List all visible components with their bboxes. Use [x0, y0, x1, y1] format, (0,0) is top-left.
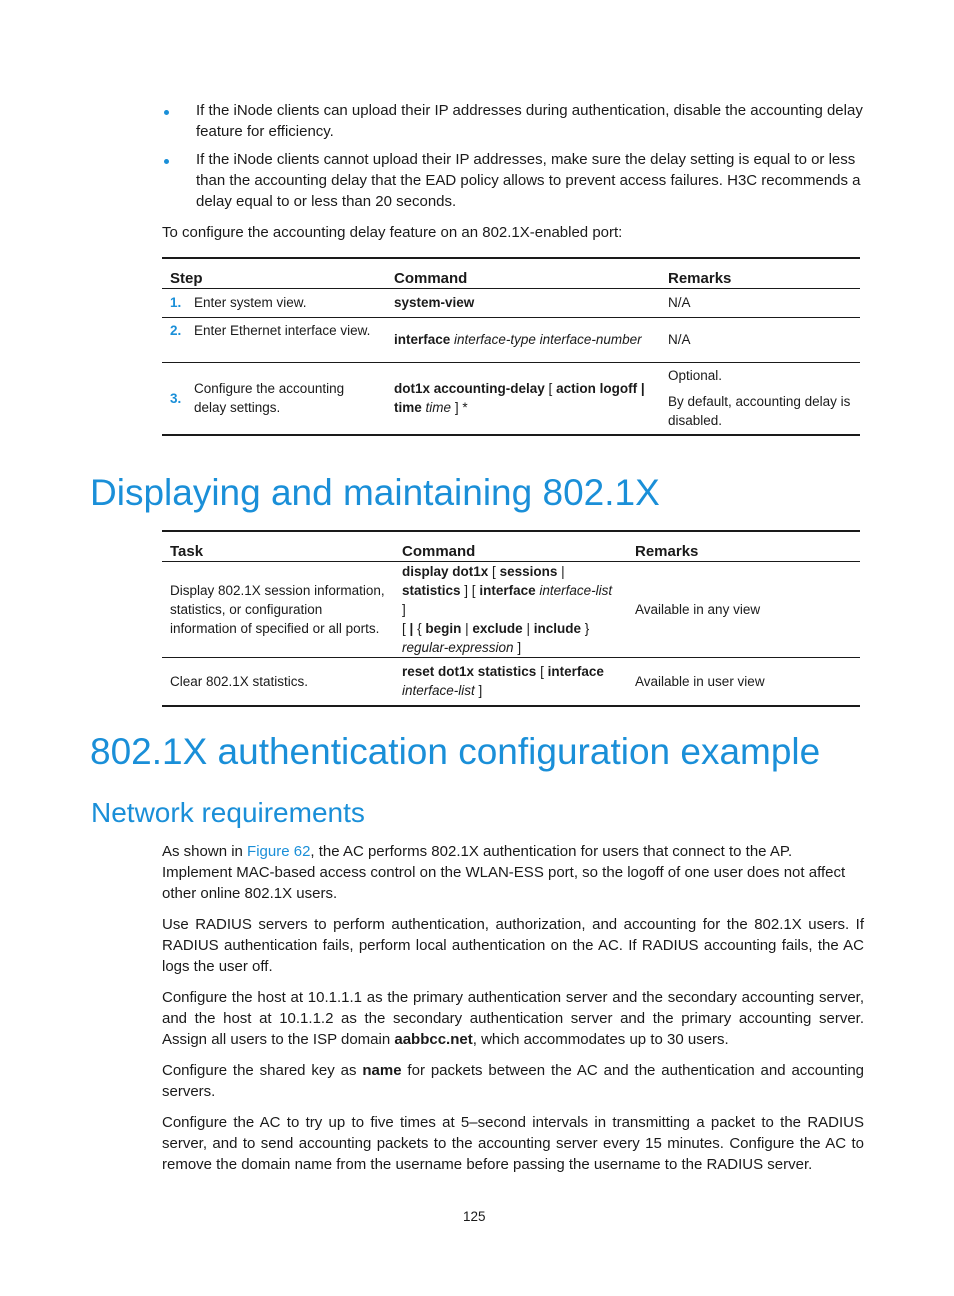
paragraph-text: for packets between the AC and the authentication and accounting servers.: [162, 1062, 865, 1100]
step-remarks: N/A: [668, 295, 691, 310]
command-argument: interface-list: [539, 582, 613, 598]
paragraph-text: As shown in: [162, 843, 248, 860]
command-bracket: [: [492, 563, 496, 579]
column-header: Command: [394, 269, 468, 287]
command-keyword: display dot1x: [402, 563, 489, 579]
section-heading: 802.1X authentication configuration example: [90, 731, 821, 772]
table-row: [162, 657, 860, 706]
command-bracket: ] [: [464, 582, 476, 598]
step-remarks: [660, 362, 860, 435]
command-keyword: begin: [425, 620, 462, 636]
table-row: [162, 561, 860, 657]
command-keyword: exclude: [472, 620, 523, 636]
command-bracket: ]: [478, 683, 483, 699]
command-keyword: statistics: [402, 582, 461, 598]
command-separator: |: [465, 620, 469, 636]
paragraph: [162, 987, 864, 1050]
table-row: [162, 362, 860, 435]
command-keyword: action logoff: [556, 381, 638, 397]
bullet-text: If the iNode clients can upload their IP addresses during authentication, disable the accounting delay feature for efficiency.: [196, 102, 863, 140]
command-argument: regular-expression: [402, 639, 514, 655]
subsection-heading: Network requirements: [91, 797, 365, 828]
step-number: 2.: [170, 322, 182, 338]
command-separator: |: [640, 381, 645, 397]
task-command: [394, 657, 627, 706]
section-heading: Displaying and maintaining 802.1X: [90, 472, 660, 513]
task-command: [394, 561, 627, 657]
bullet-icon: [164, 110, 169, 115]
task-remarks: Available in any view: [635, 601, 761, 617]
remarks-line: Optional.: [668, 368, 723, 384]
command-keyword: include: [533, 620, 581, 636]
command-argument: interface-list: [402, 683, 475, 699]
paragraph: Use RADIUS servers to perform authentication, authorization, and accounting for the 802.1X users. If RADIUS authentication fails, perform local authentication on the AC. If RADIUS accounting fails, the AC logs the user off.: [162, 916, 864, 975]
command-keyword: interface: [547, 664, 604, 680]
command-bracket: [: [540, 664, 544, 680]
step-command: [386, 317, 660, 362]
step-number: 1.: [170, 295, 182, 310]
page-number: 125: [463, 1209, 486, 1224]
task-table: [162, 530, 860, 707]
table-row: [162, 317, 860, 362]
paragraph: [162, 841, 864, 904]
command-keyword: system-view: [394, 295, 475, 310]
command-keyword: dot1x accounting-delay: [394, 381, 545, 397]
paragraph-text: , the AC performs 802.1X authentication for users that connect to the AP. Implement MAC-based access control on the WLAN-ESS port, so the logoff of one user does not affect other online 802.1X users.: [162, 843, 846, 902]
column-header: Task: [170, 542, 204, 560]
step-command: [386, 362, 660, 435]
paragraph-text: , which accommodates up to 30 users.: [472, 1031, 729, 1048]
column-header: Remarks: [635, 542, 699, 560]
command-argument: interface-type interface-number: [454, 332, 642, 347]
remarks-line: By default, accounting delay is disabled.: [668, 394, 851, 429]
paragraph-text: Configure the shared key as: [162, 1062, 363, 1079]
command-bracket: ]: [517, 639, 522, 655]
step-desc: Enter system view.: [194, 295, 307, 310]
step-command: [386, 288, 660, 317]
command-keyword: interface: [479, 582, 536, 598]
step-desc: Enter Ethernet interface view.: [194, 322, 371, 338]
command-separator: |: [561, 563, 565, 579]
command-separator: |: [526, 620, 530, 636]
command-keyword: reset dot1x statistics: [402, 664, 537, 680]
command-bracket: ] *: [454, 400, 468, 416]
command-keyword: sessions: [499, 563, 558, 579]
command-argument: time: [425, 400, 452, 416]
command-bracket: }: [584, 620, 590, 636]
bullet-text: If the iNode clients cannot upload their IP addresses, make sure the delay setting is equal to or less than the accounting delay that the EAD policy allows to prevent access failures. H3C recommends a delay equal to or less than 20 seconds.: [196, 151, 861, 210]
step-table: [162, 257, 860, 436]
shared-key: name: [362, 1062, 402, 1079]
command-bracket: ]: [402, 601, 406, 617]
config-intro: To configure the accounting delay feature on an 802.1X-enabled port:: [162, 224, 623, 241]
paragraph: [162, 1060, 864, 1102]
step-desc: Configure the accounting delay settings.: [194, 381, 345, 416]
task-desc: Clear 802.1X statistics.: [170, 673, 309, 689]
command-bracket: [: [548, 381, 553, 397]
command-bracket: [: [402, 620, 406, 636]
paragraph: Configure the AC to try up to five times at 5–second intervals in transmitting a packet to the RADIUS server, and to send accounting packets to the accounting server every 15 minutes. Configure the AC to remove the domain name from the username before passing the username to the RADIUS server.: [162, 1114, 864, 1173]
paragraph-text: Configure the host at 10.1.1.1 as the primary authentication server and the secondary accounting server, and the host at 10.1.1.2 as the secondary authentication server and the primary accounting server. Assign all users to the ISP domain: [162, 989, 864, 1048]
step-number: 3.: [170, 390, 182, 406]
task-remarks: Available in user view: [635, 673, 765, 689]
command-keyword: interface: [394, 332, 451, 347]
column-header: Step: [170, 269, 203, 287]
command-separator: |: [409, 620, 414, 636]
domain-name: aabbcc.net: [394, 1031, 473, 1048]
step-remarks: N/A: [668, 332, 691, 347]
bullet-icon: [164, 159, 169, 164]
command-bracket: {: [417, 620, 422, 636]
table-row: [162, 288, 860, 317]
column-header: Command: [402, 542, 476, 560]
task-desc: Display 802.1X session information, statistics, or configuration information of specified or all ports.: [170, 582, 385, 636]
figure-link[interactable]: Figure 62: [247, 843, 311, 860]
command-keyword: time: [394, 400, 422, 416]
column-header: Remarks: [668, 269, 732, 287]
